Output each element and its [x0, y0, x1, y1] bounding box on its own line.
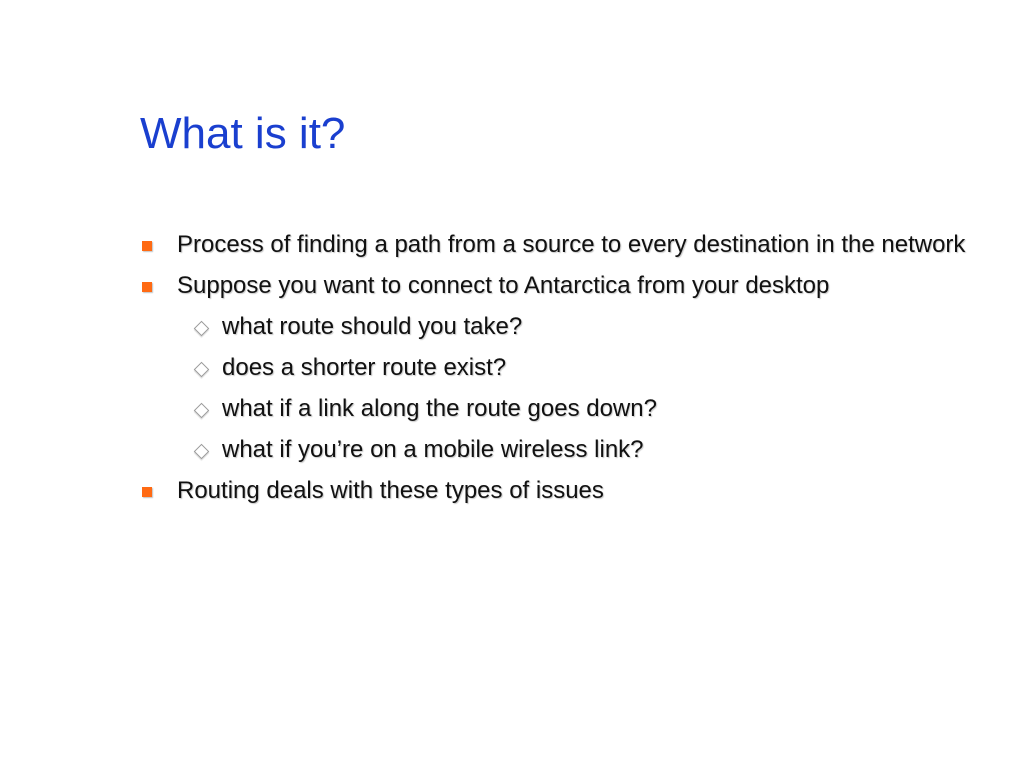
square-bullet-icon: [142, 282, 152, 292]
diamond-bullet-icon: [194, 321, 210, 337]
bullet-text: Suppose you want to connect to Antarctica from your desktop: [177, 272, 830, 299]
bullet-text: Routing deals with these types of issues: [177, 477, 604, 504]
bullet-item: [0, 269, 967, 303]
sub-bullet-text: what if you’re on a mobile wireless link?: [222, 436, 644, 463]
diamond-bullet-icon: [194, 403, 210, 419]
sub-bullet-text: what if a link along the route goes down?: [222, 395, 657, 422]
bullet-list: [0, 228, 1024, 515]
sub-bullet-item: [0, 351, 967, 385]
diamond-bullet-icon: [194, 444, 210, 460]
sub-bullet-text: what route should you take?: [222, 313, 523, 340]
diamond-bullet-icon: [194, 362, 210, 378]
slide-title: What is it?: [140, 109, 346, 158]
bullet-item: [0, 228, 967, 262]
bullet-item: [0, 474, 967, 508]
sub-bullet-item: [0, 433, 967, 467]
square-bullet-icon: [142, 241, 152, 251]
square-bullet-icon: [142, 487, 152, 497]
bullet-text: Process of finding a path from a source to every destination in the network: [177, 231, 966, 258]
sub-bullet-text: does a shorter route exist?: [222, 354, 507, 381]
sub-bullet-item: [0, 392, 967, 426]
sub-bullet-item: [0, 310, 967, 344]
